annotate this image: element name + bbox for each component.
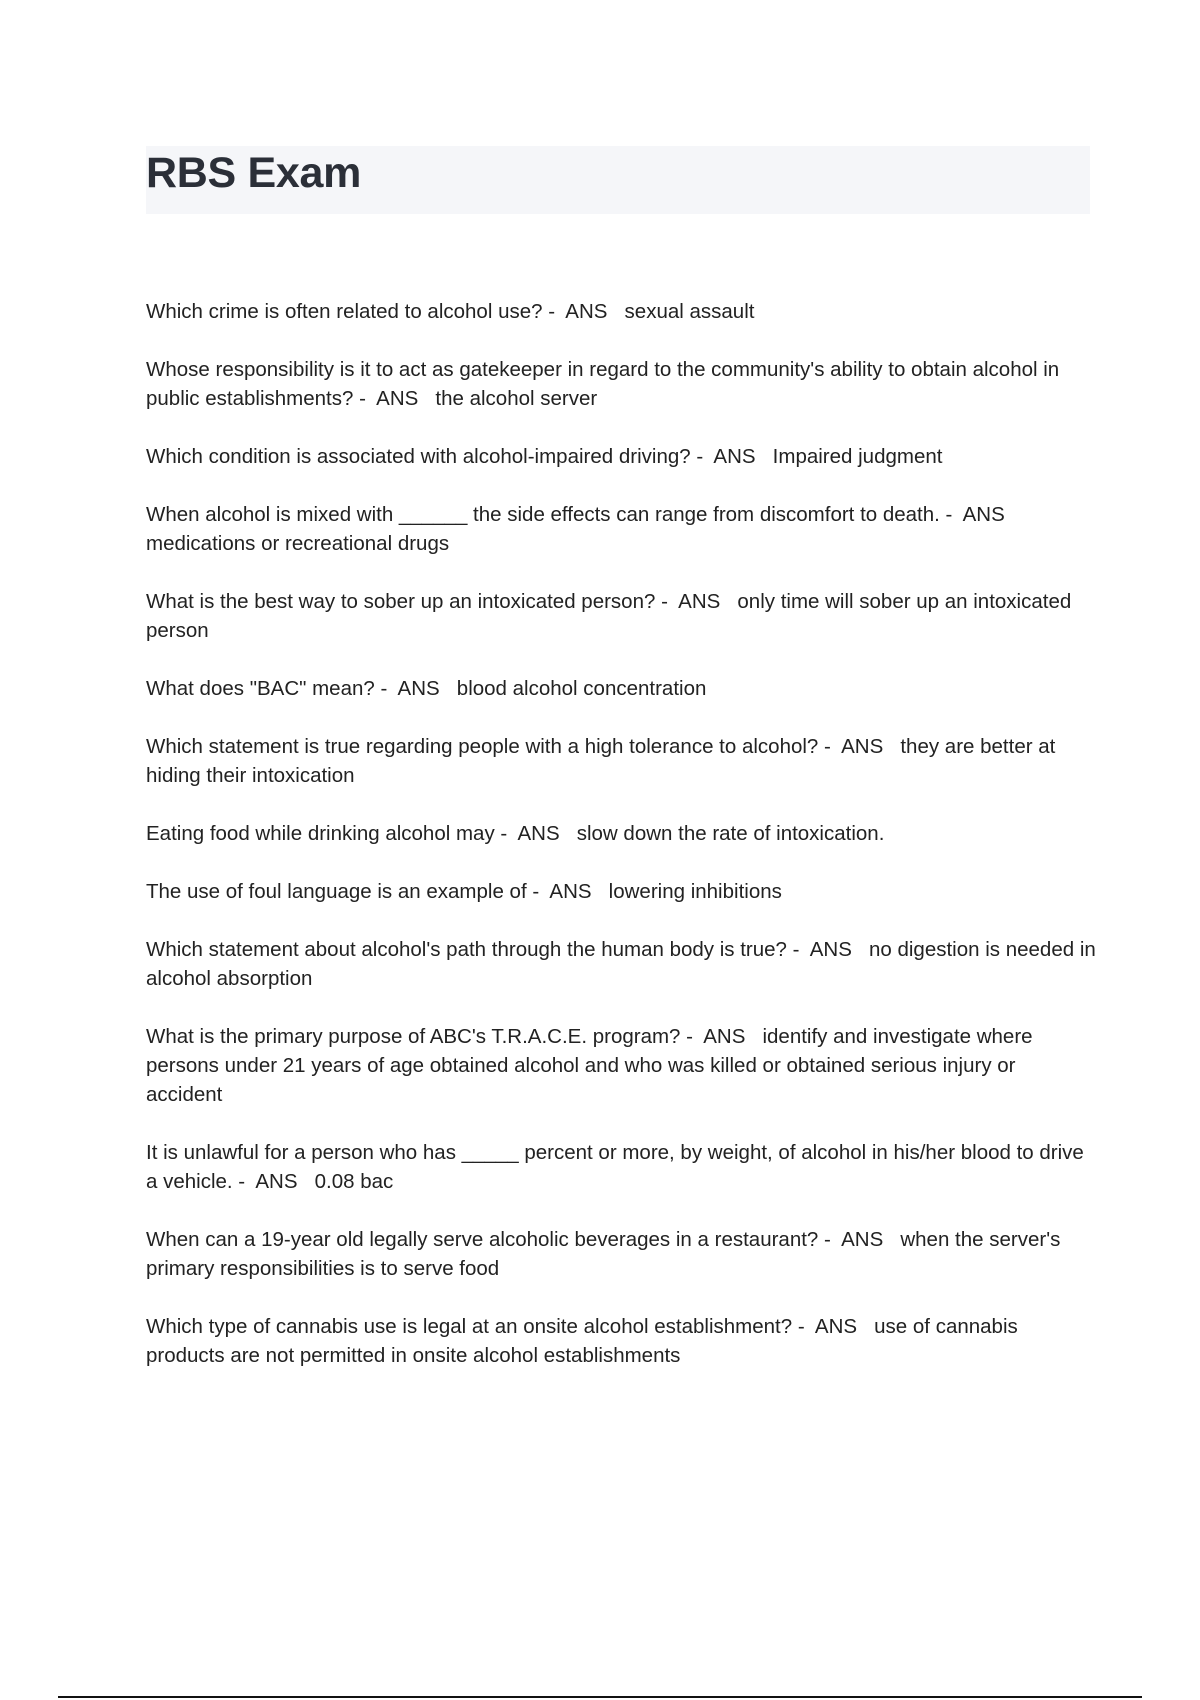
qa-item: What does "BAC" mean? - ANS blood alcohol concentration — [146, 677, 707, 700]
page-title: RBS Exam — [146, 149, 362, 197]
qa-item: Which statement is true regarding people with a high tolerance to alcohol? - ANS they are better at hiding their intoxication — [146, 735, 1062, 787]
qa-item: When alcohol is mixed with ______ the side effects can range from discomfort to death. - ANS medications or recreational drugs — [146, 503, 1022, 555]
footer-divider — [58, 1696, 1142, 1698]
qa-item: Which crime is often related to alcohol use? - ANS sexual assault — [146, 300, 755, 323]
qa-item: The use of foul language is an example of - ANS lowering inhibitions — [146, 880, 782, 903]
qa-item: What is the best way to sober up an intoxicated person? - ANS only time will sober up an intoxicated person — [146, 590, 1077, 642]
qa-item: Which condition is associated with alcohol-impaired driving? - ANS Impaired judgment — [146, 445, 943, 468]
qa-item: Which type of cannabis use is legal at an onsite alcohol establishment? - ANS use of cannabis products are not permitted in onsite alcohol establishments — [146, 1315, 1024, 1367]
qa-item: What is the primary purpose of ABC's T.R.A.C.E. program? - ANS identify and investigate where persons under 21 years of age obtained alcohol and who was killed or obtained serious injury or accident — [146, 1025, 1039, 1106]
title-banner — [146, 146, 1090, 214]
question-answer-list — [146, 297, 1102, 1399]
qa-item: Whose responsibility is it to act as gatekeeper in regard to the community's ability to obtain alcohol in public establishments? - ANS the alcohol server — [146, 358, 1065, 410]
qa-item: Eating food while drinking alcohol may - ANS slow down the rate of intoxication. — [146, 822, 885, 845]
qa-item: It is unlawful for a person who has _____ percent or more, by weight, of alcohol in his/her blood to drive a vehicle. - ANS 0.08 bac — [146, 1141, 1090, 1193]
qa-item: When can a 19-year old legally serve alcoholic beverages in a restaurant? - ANS when the server's primary responsibilities is to serve food — [146, 1228, 1067, 1280]
qa-item: Which statement about alcohol's path through the human body is true? - ANS no digestion is needed in alcohol absorption — [146, 938, 1102, 990]
